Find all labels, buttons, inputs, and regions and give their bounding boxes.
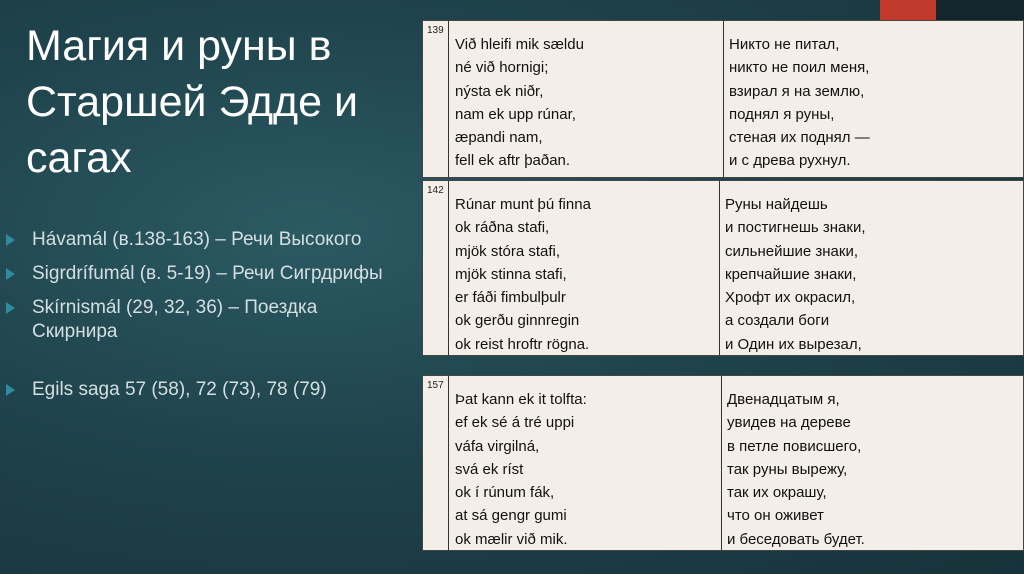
divider	[448, 181, 449, 355]
divider	[448, 21, 449, 177]
verse-line: в петле повисшего,	[727, 437, 862, 455]
stanza-142	[422, 180, 1024, 356]
bullet-item	[6, 262, 406, 286]
verse-line: и Один их вырезал,	[725, 335, 862, 353]
bullet-arrow-icon	[6, 384, 15, 396]
verse-line: Никто не питал,	[729, 36, 840, 53]
verse-line: Þat kann ek it tolfta:	[455, 391, 587, 408]
verse-line: ok ráðna stafi,	[455, 219, 550, 237]
russian-text	[729, 33, 870, 173]
verse-line: поднял я руны,	[729, 105, 835, 123]
bullet-text: Egils saga 57 (58), 72 (73), 78 (79)	[32, 379, 327, 400]
verse-line: сильнейшие знаки,	[725, 242, 858, 260]
verse-line: и постигнешь знаки,	[725, 219, 866, 237]
bullet-item	[6, 228, 406, 252]
verse-line: fell ek aftr þaðan.	[455, 152, 571, 170]
bullet-item	[6, 296, 406, 344]
verse-line: er fáði fimbulþulr	[455, 289, 566, 307]
verse-line: né við hornigi;	[455, 59, 549, 77]
norse-text	[455, 33, 584, 173]
verse-line: svá ek ríst	[455, 460, 524, 478]
verse-line: Руны найдешь	[725, 196, 828, 213]
verse-line: и беседовать будет.	[727, 530, 865, 548]
verse-line: так их окрашу,	[727, 484, 827, 502]
verse-line: а создали боги	[725, 312, 830, 330]
russian-text	[727, 388, 865, 551]
verse-line: Við hleifi mik sældu	[455, 36, 584, 53]
bullet-arrow-icon	[6, 268, 15, 280]
verse-line: никто не поил меня,	[729, 59, 870, 77]
stanza-number: 142	[427, 185, 444, 196]
verse-line: váfa virgilná,	[455, 437, 540, 455]
verse-line: nam ek upp rúnar,	[455, 105, 576, 123]
norse-text	[455, 388, 587, 551]
stanza-157	[422, 375, 1024, 551]
verse-line: nýsta ek niðr,	[455, 82, 544, 100]
bullet-text: Sigrdrífumál (в. 5-19) – Речи Сигрдрифы	[32, 263, 383, 284]
verse-line: Двенадцатым я,	[727, 391, 840, 408]
verse-line: mjök stinna stafi,	[455, 265, 567, 283]
verse-line: Rúnar munt þú finna	[455, 196, 591, 213]
slide-title: Магия и руны в Старшей Эдде и сагах	[26, 22, 359, 182]
bullet-text: Skírnismál (29, 32, 36) – Поездка Скирнира	[32, 297, 318, 342]
divider	[448, 376, 449, 550]
divider	[721, 376, 722, 550]
verse-line: что он оживет	[727, 507, 824, 525]
bullet-item	[6, 378, 406, 402]
russian-text	[725, 193, 866, 356]
stanza-number: 157	[427, 380, 444, 391]
stanza-139	[422, 20, 1024, 178]
verse-line: крепчайшие знаки,	[725, 265, 857, 283]
bullet-list	[6, 228, 406, 402]
stanza-number: 139	[427, 25, 444, 36]
verse-line: æpandi nam,	[455, 129, 543, 147]
bullet-text: Hávamál (в.138-163) – Речи Высокого	[32, 229, 362, 250]
bullet-arrow-icon	[6, 302, 15, 314]
norse-text	[455, 193, 591, 356]
verse-line: Хрофт их окрасил,	[725, 289, 856, 307]
verse-line: увидев на дереве	[727, 414, 851, 432]
verse-line: ok gerðu ginnregin	[455, 312, 580, 330]
verse-line: ok í rúnum fák,	[455, 484, 555, 502]
accent-bar-dark	[936, 0, 1024, 20]
accent-bar	[880, 0, 936, 20]
verse-line: и с древа рухнул.	[729, 152, 851, 170]
bullet-arrow-icon	[6, 234, 15, 246]
verse-line: ok mælir við mik.	[455, 530, 568, 548]
verse-line: так руны вырежу,	[727, 460, 848, 478]
verse-line: ef ek sé á tré uppi	[455, 414, 575, 432]
verse-line: at sá gengr gumi	[455, 507, 567, 525]
verse-line: взирал я на землю,	[729, 82, 865, 100]
divider	[719, 181, 720, 355]
verse-line: стеная их поднял —	[729, 129, 870, 147]
verse-line: mjök stóra stafi,	[455, 242, 561, 260]
verse-line: ok reist hroftr rögna.	[455, 335, 590, 353]
divider	[723, 21, 724, 177]
